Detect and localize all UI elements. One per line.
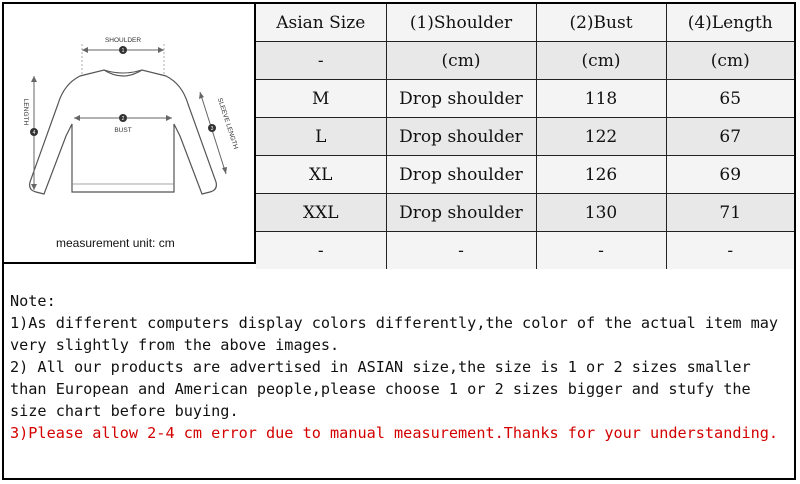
- table-cell: 130: [536, 194, 666, 232]
- size-row: [256, 156, 794, 194]
- table-cell: (cm): [666, 42, 794, 80]
- svg-text:3: 3: [210, 126, 214, 132]
- svg-text:1: 1: [121, 48, 125, 54]
- unit-row: [256, 42, 794, 80]
- notes-title: Note:: [10, 292, 56, 310]
- size-row: [256, 194, 794, 232]
- table-cell: XL: [256, 156, 386, 194]
- size-chart-top: [4, 4, 794, 264]
- column-header: (4)Length: [666, 4, 794, 42]
- shoulder-label: SHOULDER: [104, 37, 142, 44]
- table-cell: 69: [666, 156, 794, 194]
- table-cell: -: [386, 232, 536, 270]
- sleeve-length-label: SLEEVE LENGTH: [215, 97, 240, 151]
- notes-section: [10, 290, 790, 444]
- note-asian-size: 2) All our products are advertised in ASIAN size,the size is 1 or 2 sizes smaller than European and American people,please choose 1 or 2 sizes bigger and stufy the size chart before buying.: [10, 358, 751, 420]
- table-cell: 118: [536, 80, 666, 118]
- column-header: (2)Bust: [536, 4, 666, 42]
- sweater-outline-illustration: [4, 4, 252, 262]
- size-table: [256, 4, 794, 269]
- note-measurement-error: 3)Please allow 2-4 cm error due to manual measurement.Thanks for your understanding.: [10, 424, 779, 442]
- table-cell: Drop shoulder: [386, 194, 536, 232]
- table-cell: 126: [536, 156, 666, 194]
- size-row: [256, 232, 794, 270]
- table-cell: Drop shoulder: [386, 118, 536, 156]
- measurement-unit-note: measurement unit: cm: [56, 236, 175, 250]
- measurement-diagram: [4, 4, 256, 262]
- table-cell: -: [256, 42, 386, 80]
- size-row: [256, 118, 794, 156]
- table-cell: XXL: [256, 194, 386, 232]
- bust-label: BUST: [114, 127, 132, 134]
- svg-text:2: 2: [121, 116, 125, 122]
- table-cell: -: [256, 232, 386, 270]
- table-cell: -: [666, 232, 794, 270]
- table-cell: 122: [536, 118, 666, 156]
- table-cell: 67: [666, 118, 794, 156]
- size-row: [256, 80, 794, 118]
- table-cell: M: [256, 80, 386, 118]
- table-cell: 71: [666, 194, 794, 232]
- table-cell: L: [256, 118, 386, 156]
- table-cell: (cm): [386, 42, 536, 80]
- header-row: [256, 4, 794, 42]
- length-label: LENGTH: [22, 98, 29, 126]
- table-cell: (cm): [536, 42, 666, 80]
- table-cell: Drop shoulder: [386, 80, 536, 118]
- column-header: (1)Shoulder: [386, 4, 536, 42]
- size-chart-frame: [2, 2, 796, 480]
- svg-text:4: 4: [32, 130, 36, 136]
- column-header: Asian Size: [256, 4, 386, 42]
- table-cell: -: [536, 232, 666, 270]
- table-cell: Drop shoulder: [386, 156, 536, 194]
- note-color-difference: 1)As different computers display colors differently,the color of the actual item may very slightly from the above images.: [10, 314, 779, 354]
- table-cell: 65: [666, 80, 794, 118]
